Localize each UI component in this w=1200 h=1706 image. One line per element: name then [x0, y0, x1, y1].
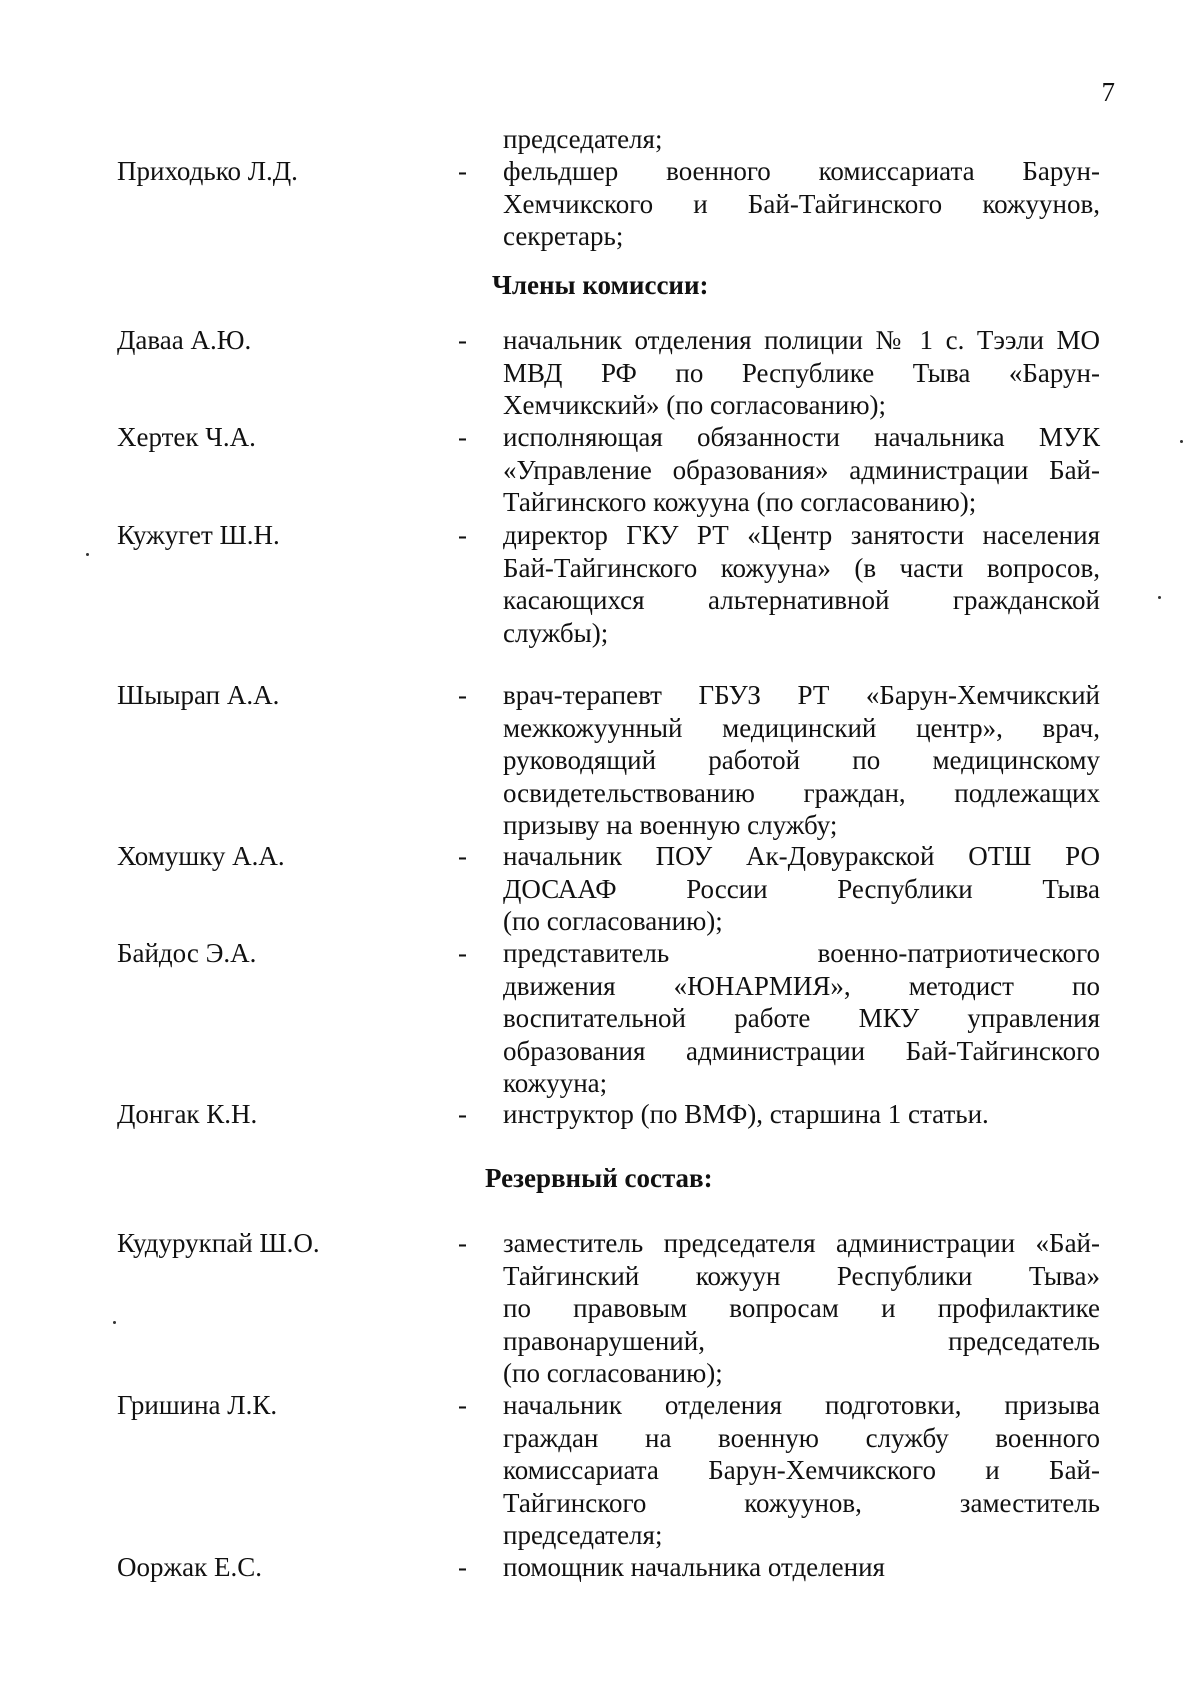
person-role: заместитель председателя администрации «Бай- Тайгинский кожуун Республики Тыва» по правовым вопросам и профилактике правонарушений, председатель (по согласованию); [503, 1228, 1100, 1388]
scan-speck [86, 553, 89, 556]
person-role: помощник начальника отделения [503, 1552, 885, 1582]
dash-separator: - [458, 938, 467, 968]
dash-separator: - [458, 325, 467, 355]
person-role: представитель военно-патриотического движения «ЮНАРМИЯ», методист по воспитательной работе МКУ управления образования администрации Бай-Тайгинского кожууна; [503, 938, 1100, 1098]
person-name: Донгак К.Н. [117, 1099, 258, 1129]
person-role: исполняющая обязанности начальника МУК «Управление образования» администрации Бай- Тайгинского кожууна (по согласованию); [503, 422, 1100, 517]
list-item [0, 324, 1200, 422]
reserve-list [0, 1551, 1200, 1584]
person-name: Кудурукпай Ш.О. [117, 1228, 320, 1258]
list-item [0, 1098, 1200, 1131]
dash-separator: - [458, 422, 467, 452]
dash-separator: - [458, 680, 467, 710]
person-role: директор ГКУ РТ «Центр занятости населения Бай-Тайгинского кожууна» (в части вопросов, касающихся альтернативной гражданской службы); [503, 520, 1100, 648]
list-item [0, 937, 1200, 1100]
continuation-block [0, 123, 1200, 156]
reserve-list [0, 1389, 1200, 1552]
person-role: начальник отделения подготовки, призыва граждан на военную службу военного комиссариата Барун-Хемчикского и Бай- Тайгинского кожуунов, заместитель председателя; [503, 1390, 1100, 1550]
dash-separator: - [458, 1552, 467, 1582]
list-item [0, 840, 1200, 938]
members-list [0, 679, 1200, 842]
list-item [0, 155, 1200, 253]
person-role: фельдшер военного комиссариата Барун- Хемчикского и Бай-Тайгинского кожуунов, секретарь; [503, 156, 1100, 251]
person-name: Даваа А.Ю. [117, 325, 252, 355]
members-list [0, 1098, 1200, 1131]
person-name: Байдос Э.А. [117, 938, 257, 968]
members-list [0, 840, 1200, 938]
continuation-text: председателя; [503, 124, 663, 154]
scan-speck [1180, 440, 1183, 443]
person-role: инструктор (по ВМФ), старшина 1 статьи. [503, 1099, 989, 1129]
person-role: врач-терапевт ГБУЗ РТ «Барун-Хемчикский межкожуунный медицинский центр», врач, руководящий работой по медицинскому освидетельствованию граждан, подлежащих призыву на военную службу; [503, 680, 1100, 840]
dash-separator: - [458, 1228, 467, 1258]
person-name: Гришина Л.К. [117, 1390, 278, 1420]
person-role: начальник ПОУ Ак-Довуракской ОТШ РО ДОСААФ России Республики Тыва (по согласованию); [503, 841, 1100, 936]
list-item [0, 1389, 1200, 1552]
person-name: Хертек Ч.А. [117, 422, 256, 452]
list-item [0, 1227, 1200, 1390]
members-heading: Члены комиссии: [492, 270, 709, 300]
scan-speck [1158, 596, 1161, 599]
members-list [0, 324, 1200, 422]
person-name: Шыырап А.А. [117, 680, 280, 710]
person-role: начальник отделения полиции № 1 с. Тээли МО МВД РФ по Республике Тыва «Барун- Хемчикский» (по согласованию); [503, 325, 1100, 420]
person-name: Ооржак Е.С. [117, 1552, 263, 1582]
members-list [0, 937, 1200, 1100]
page-number: 7 [1101, 77, 1115, 107]
list-item [0, 1551, 1200, 1584]
dash-separator: - [458, 156, 467, 186]
list-item [0, 421, 1200, 519]
entry-secretary [0, 155, 1200, 253]
dash-separator: - [458, 520, 467, 550]
person-name: Хомушку А.А. [117, 841, 285, 871]
list-item [0, 519, 1200, 649]
dash-separator: - [458, 1390, 467, 1420]
scan-speck [113, 1321, 116, 1324]
reserve-heading: Резервный состав: [485, 1163, 713, 1193]
members-list [0, 421, 1200, 519]
list-item [0, 679, 1200, 842]
dash-separator: - [458, 841, 467, 871]
reserve-list [0, 1227, 1200, 1390]
person-name: Кужугет Ш.Н. [117, 520, 280, 550]
dash-separator: - [458, 1099, 467, 1129]
person-name: Приходько Л.Д. [117, 156, 298, 186]
members-list [0, 519, 1200, 649]
